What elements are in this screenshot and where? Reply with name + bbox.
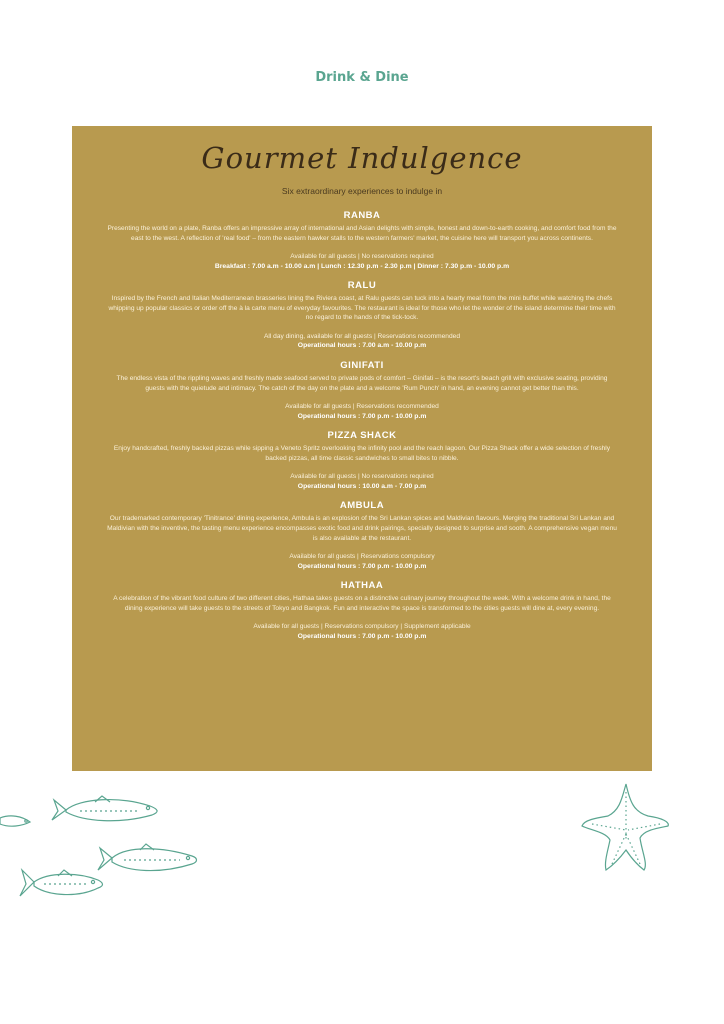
venue-availability: Available for all guests | Reservations compulsory | Supplement applicable xyxy=(253,623,471,631)
fish-icon xyxy=(0,816,30,826)
venue-hours: Operational hours : 7.00 a.m - 10.00 p.m xyxy=(297,342,427,350)
venue-ambula xyxy=(106,500,618,571)
venue-hours: Operational hours : 10.00 a.m - 7.00 p.m xyxy=(297,482,427,490)
venue-description: Our trademarked contemporary 'Tinitrance' dining experience, Ambula is an explosion of the Sri Lankan spices and Maldivian flavours. Merging the traditional Sri Lankan and Maldivian with the inventive, the tasting menu experience encompasses exotic food and drink pairings, specially designed to surprise and sooth. A comprehensive vegan menu is also available at the restaurant. xyxy=(107,515,617,542)
venue-availability: Available for all guests | No reservations required xyxy=(290,253,434,261)
fish-icon xyxy=(52,796,157,821)
venue-hours: Operational hours : 7.00 p.m - 10.00 p.m xyxy=(297,562,427,570)
venue-description: Enjoy handcrafted, freshly backed pizzas while sipping a Veneto Spritz overlooking the infinity pool and the reach lagoon. Our Pizza Shack offer a wide selection of freshly backed pizzas, all time classic sandwiches to small bites to nibble. xyxy=(113,445,611,462)
venue-description: The endless vista of the rippling waves and freshly made seafood served to private pods of comfort – Ginifati – is the resort's beach grill with exclusive seating, providing guests with the quietude and intimacy. The catch of the day on the plate and a welcome 'Rum Punch' in hand, an evening cannot get better than this. xyxy=(116,374,608,392)
venue-availability: Available for all guests | Reservations recommended xyxy=(285,403,439,411)
venue-name: HATHAA xyxy=(340,580,384,592)
venue-name: AMBULA xyxy=(339,500,385,512)
starfish-illustration-icon xyxy=(576,778,676,878)
venue-name: RANBA xyxy=(343,210,381,221)
page-section-title: Drink & Dine xyxy=(315,70,409,85)
venue-description: Inspired by the French and Italian Mediterranean brasseries lining the Riviera coast, at Ralu guests can tuck into a hearty meal from the mini buffet while watching the chefs whipping up popular classics or order off the à la carte menu of everyday favourites. The restaurant is ideal for those who let the wonder of the island determine their time with no regard to the hands of the tick-tock. xyxy=(108,295,616,322)
venue-hours: Operational hours : 7.00 p.m - 10.00 p.m xyxy=(297,632,427,640)
venue-availability: Available for all guests | No reservations required xyxy=(290,473,434,481)
venue-ranba xyxy=(106,210,618,271)
fish-illustration-icon xyxy=(0,790,200,910)
venue-pizza-shack xyxy=(106,430,618,491)
fish-icon xyxy=(20,870,103,896)
venue-hours: Breakfast : 7.00 a.m - 10.00 a.m | Lunch : 12.30 p.m - 2.30 p.m | Dinner : 7.30 p.m - 10.00 p.m xyxy=(214,262,510,270)
venue-name: GINIFATI xyxy=(340,359,384,371)
venue-hathaa xyxy=(106,580,618,641)
venue-ginifati xyxy=(106,360,618,421)
fish-icon xyxy=(98,844,197,871)
venue-name: RALU xyxy=(347,280,377,292)
venue-name: PIZZA SHACK xyxy=(327,430,397,442)
venue-availability: All day dining, available for all guests | Reservations recommended xyxy=(264,332,460,340)
venue-ralu xyxy=(106,280,618,351)
panel-subtitle: Six extraordinary experiences to indulge in xyxy=(281,186,443,196)
panel-title: Gourmet Indulgence xyxy=(201,141,523,175)
venue-hours: Operational hours : 7.00 p.m - 10.00 p.m xyxy=(297,412,427,420)
venue-availability: Available for all guests | Reservations compulsory xyxy=(289,553,435,561)
venue-description: Presenting the world on a plate, Ranba offers an impressive array of international and Asian delights with simple, honest and down-to-earth cooking, and comfort food from the east to the west. A reflection of 'real food' – from the eastern hawker stalls to the western farmers' market, the cuisine here will transport you across continents. xyxy=(107,225,617,242)
venue-description: A celebration of the vibrant food culture of two different cities, Hathaa takes guests on a distinctive culinary journey throughout the week. With a welcome drink in hand, the dining experience will take guests to the streets of Tokyo and Bangkok. Fun and interactive the space is transformed to the cities guests will dine at, every evening. xyxy=(113,595,611,612)
dining-panel xyxy=(72,126,652,771)
